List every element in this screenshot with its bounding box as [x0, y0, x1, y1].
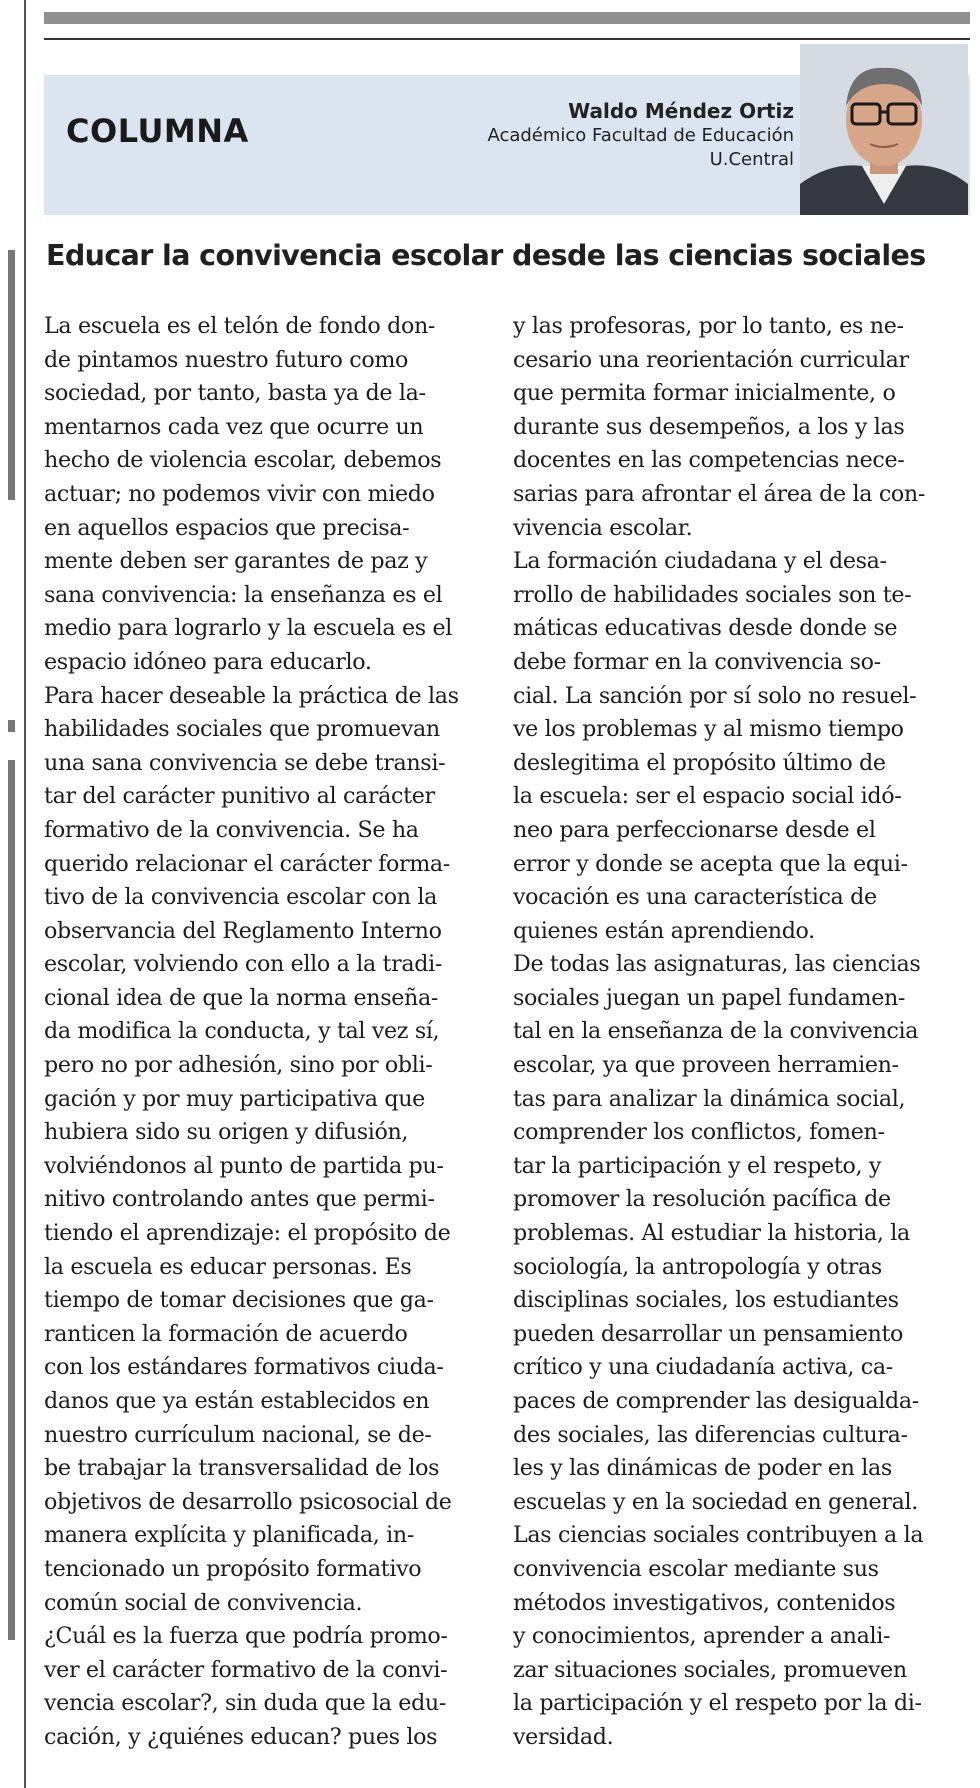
author-byline	[487, 98, 794, 172]
author-role: Académico Facultad de Educación	[487, 125, 794, 146]
text-line: paces de comprender las desigualda-	[513, 1388, 919, 1414]
text-line: rrollo de habilidades sociales son te-	[513, 581, 912, 608]
text-line: métodos investigativos, contenidos	[513, 1589, 896, 1616]
text-line: sociedad, por tanto, basta ya de la-	[44, 380, 426, 407]
text-line: sarias para afrontar el área de la con-	[513, 480, 926, 507]
text-line: una sana convivencia se debe transi-	[44, 749, 446, 776]
text-line: la escuela es educar personas. Es	[44, 1253, 412, 1280]
text-line: debe formar en la convivencia so-	[513, 648, 881, 675]
author-name: Waldo Méndez Ortiz	[568, 99, 794, 123]
text-line: cial. La sanción por sí solo no resuel-	[513, 682, 917, 709]
text-line: La escuela es el telón de fondo don-	[44, 313, 436, 339]
text-line: máticas educativas desde donde se	[513, 615, 898, 642]
text-line: la participación y el respeto por la di-	[513, 1690, 922, 1717]
top-rule	[44, 38, 970, 40]
section-kicker: COLUMNA	[66, 112, 249, 150]
top-gray-bar	[44, 12, 970, 24]
text-line: mente deben ser garantes de paz y	[44, 548, 428, 575]
text-line: be trabajar la transversalidad de los	[44, 1455, 440, 1482]
text-line: De todas las asignaturas, las ciencias	[513, 951, 921, 978]
text-line: sana convivencia: la enseñanza es el	[44, 581, 443, 608]
text-line: sociales juegan un papel fundamen-	[513, 984, 906, 1011]
text-line: habilidades sociales que promuevan	[44, 716, 440, 743]
article-column-right	[513, 310, 958, 1755]
text-line: durante sus desempeños, a los y las	[513, 413, 905, 440]
text-line: vivencia escolar.	[513, 514, 693, 541]
text-line: error y donde se acepta que la equi-	[513, 850, 908, 877]
text-line: da modifica la conducta, y tal vez sí,	[44, 1018, 440, 1045]
text-line: tencionado un propósito formativo	[44, 1555, 422, 1582]
text-line: deslegitima el propósito último de	[513, 749, 886, 776]
text-line: Las ciencias sociales contribuyen a la	[513, 1522, 924, 1549]
text-line: danos que ya están establecidos en	[44, 1388, 430, 1414]
text-line: tas para analizar la dinámica social,	[513, 1085, 906, 1112]
text-line: cación, y ¿quiénes educan? pues los	[44, 1723, 438, 1750]
text-line: pero no por adhesión, sino por obli-	[44, 1052, 433, 1079]
text-line: Para hacer deseable la práctica de las	[44, 682, 459, 709]
text-line: convivencia escolar mediante sus	[513, 1555, 879, 1582]
text-line: tivo de la convivencia escolar con la	[44, 884, 437, 911]
text-line: tar del carácter punitivo al carácter	[44, 783, 435, 810]
text-line: que permita formar inicialmente, o	[513, 380, 896, 407]
text-line: y conocimientos, aprender a anali-	[513, 1623, 891, 1650]
text-line: manera explícita y planificada, in-	[44, 1522, 414, 1549]
text-line: nuestro currículum nacional, se de-	[44, 1421, 432, 1448]
text-line: problemas. Al estudiar la historia, la	[513, 1220, 910, 1247]
edge-mark	[8, 760, 15, 1640]
text-line: tiendo el aprendizaje: el propósito de	[44, 1220, 451, 1247]
edge-mark	[8, 720, 15, 732]
text-line: sociología, la antropología y otras	[513, 1253, 882, 1280]
text-line: tal en la enseñanza de la convivencia	[513, 1018, 919, 1045]
text-line: nitivo controlando antes que permi-	[44, 1186, 435, 1213]
text-line: zar situaciones sociales, promueven	[513, 1656, 907, 1683]
text-line: comprender los conflictos, fomen-	[513, 1119, 885, 1146]
article-headline: Educar la convivencia escolar desde las ciencias sociales	[46, 239, 926, 272]
text-line: crítico y una ciudadanía activa, ca-	[513, 1354, 893, 1381]
text-line: querido relacionar el carácter forma-	[44, 850, 450, 877]
text-line: tiempo de tomar decisiones que ga-	[44, 1287, 434, 1314]
text-line: La formación ciudadana y el desa-	[513, 548, 887, 575]
text-line: cesario una reorientación curricular	[513, 346, 909, 373]
text-line: común social de convivencia.	[44, 1589, 363, 1616]
text-line: versidad.	[513, 1723, 614, 1750]
text-line: y las profesoras, por lo tanto, es ne-	[513, 313, 904, 339]
text-line: observancia del Reglamento Interno	[44, 917, 442, 944]
author-photo	[800, 44, 968, 215]
text-line: ve los problemas y al mismo tiempo	[513, 716, 904, 743]
text-line: hecho de violencia escolar, debemos	[44, 447, 442, 474]
text-line: neo para perfeccionarse desde el	[513, 816, 876, 843]
text-line: con los estándares formativos ciuda-	[44, 1354, 444, 1381]
text-line: vocación es una característica de	[513, 884, 877, 911]
author-affiliation: U.Central	[709, 149, 794, 170]
text-line: mentarnos cada vez que ocurre un	[44, 413, 424, 440]
text-line: ver el carácter formativo de la convi-	[44, 1656, 448, 1683]
text-line: escolar, volviendo con ello a la tradi-	[44, 951, 442, 978]
edge-mark	[8, 250, 15, 500]
text-line: docentes en las competencias nece-	[513, 447, 905, 474]
text-line: hubiera sido su origen y difusión,	[44, 1119, 409, 1146]
text-line: la escuela: ser el espacio social idó-	[513, 783, 902, 810]
text-line: tar la participación y el respeto, y	[513, 1152, 882, 1179]
article-column-left	[44, 310, 469, 1755]
text-line: de pintamos nuestro futuro como	[44, 346, 409, 373]
adjacent-page-edge	[0, 0, 26, 1788]
text-line: formativo de la convivencia. Se ha	[44, 816, 419, 843]
text-line: ranticen la formación de acuerdo	[44, 1320, 408, 1347]
text-line: promover la resolución pacífica de	[513, 1186, 891, 1213]
text-line: quienes están aprendiendo.	[513, 917, 815, 944]
text-line: pueden desarrollar un pensamiento	[513, 1320, 904, 1347]
text-line: medio para lograrlo y la escuela es el	[44, 615, 453, 642]
text-line: ¿Cuál es la fuerza que podría promo-	[44, 1623, 448, 1650]
text-line: escolar, ya que proveen herramien-	[513, 1052, 899, 1079]
text-line: les y las dinámicas de poder en las	[513, 1455, 892, 1482]
text-line: espacio idóneo para educarlo.	[44, 648, 372, 675]
text-line: objetivos de desarrollo psicosocial de	[44, 1488, 452, 1515]
text-line: des sociales, las diferencias cultura-	[513, 1421, 908, 1448]
text-line: cional idea de que la norma enseña-	[44, 984, 438, 1011]
text-line: escuelas y en la sociedad en general.	[513, 1488, 918, 1515]
text-line: vencia escolar?, sin duda que la edu-	[44, 1690, 447, 1717]
text-line: gación y por muy participativa que	[44, 1085, 425, 1112]
text-line: actuar; no podemos vivir con miedo	[44, 480, 435, 507]
text-line: volviéndonos al punto de partida pu-	[44, 1152, 444, 1179]
text-line: disciplinas sociales, los estudiantes	[513, 1287, 899, 1314]
text-line: en aquellos espacios que precisa-	[44, 514, 410, 541]
